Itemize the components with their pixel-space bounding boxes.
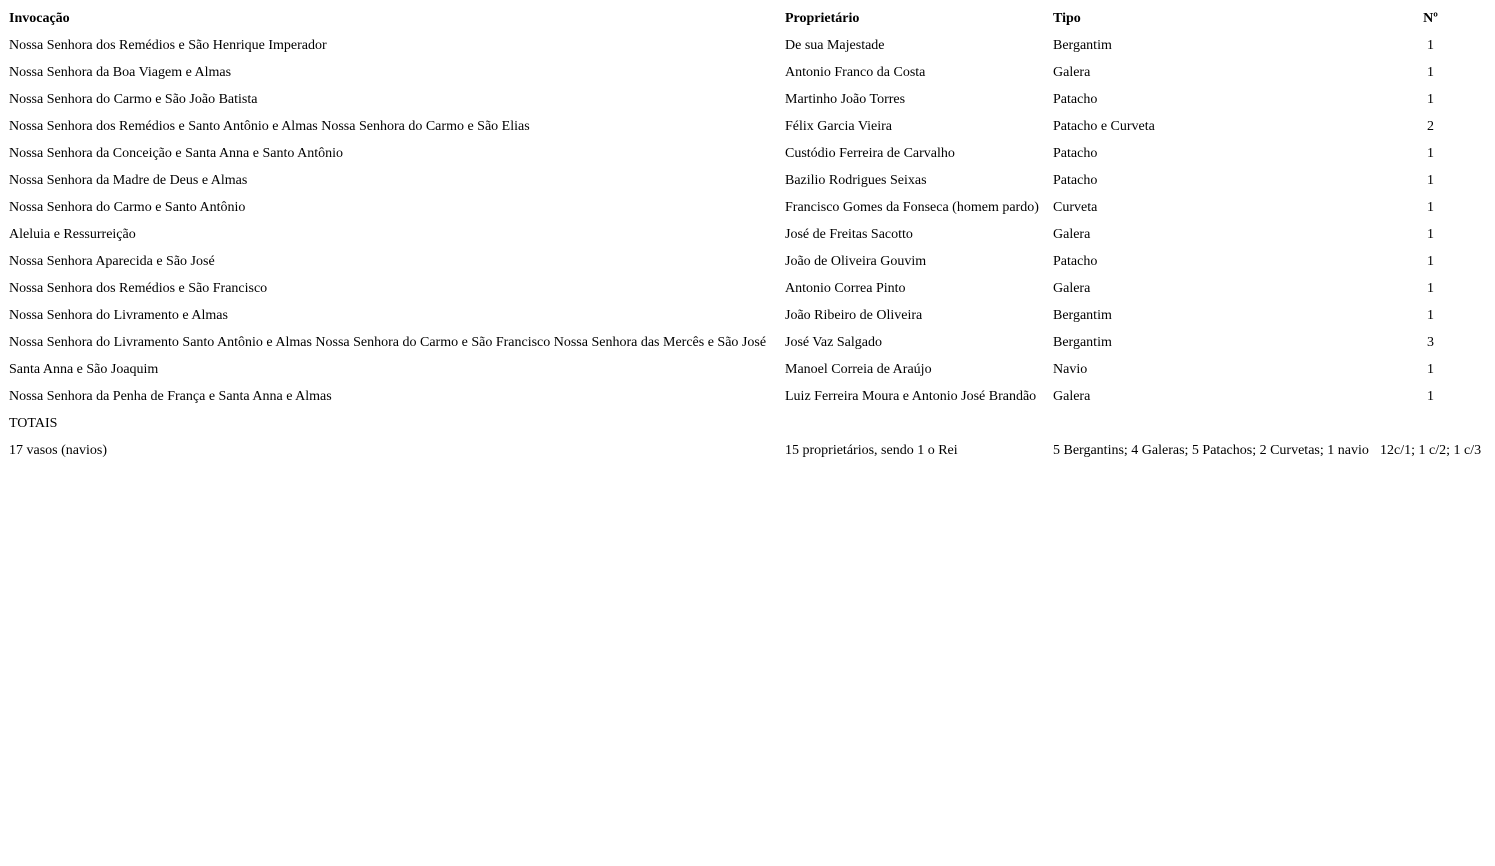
- cell-invocacao: Nossa Senhora da Conceição e Santa Anna e Santo Antônio: [9, 145, 343, 161]
- table-row: [8, 303, 1482, 328]
- table-footer: [8, 411, 1482, 463]
- cell-tipo: Patacho: [1053, 253, 1098, 269]
- cell-tipo: Patacho e Curveta: [1053, 118, 1155, 134]
- cell-invocacao: Nossa Senhora Aparecida e São José: [9, 253, 215, 269]
- cell-tipo: Patacho: [1053, 91, 1098, 107]
- table-header: [8, 6, 1482, 31]
- totals-invocacao: 17 vasos (navios): [9, 442, 107, 458]
- table-row: [8, 195, 1482, 220]
- cell-proprietario: De sua Majestade: [785, 37, 885, 53]
- cell-tipo: Patacho: [1053, 145, 1098, 161]
- header-tipo: Tipo: [1053, 10, 1081, 26]
- cell-invocacao: Nossa Senhora do Carmo e Santo Antônio: [9, 199, 246, 215]
- cell-tipo: Bergantim: [1053, 307, 1112, 323]
- cell-numero: 2: [1427, 118, 1435, 134]
- cell-numero: 1: [1427, 361, 1435, 377]
- table-row: [8, 60, 1482, 85]
- cell-proprietario: José de Freitas Sacotto: [785, 226, 913, 242]
- cell-invocacao: Nossa Senhora dos Remédios e São Henrique Imperador: [9, 37, 327, 53]
- cell-tipo: Patacho: [1053, 172, 1098, 188]
- cell-proprietario: Custódio Ferreira de Carvalho: [785, 145, 955, 161]
- totals-row: [8, 438, 1482, 463]
- cell-proprietario: Manoel Correia de Araújo: [785, 361, 932, 377]
- totals-numero: 12c/1; 1 c/2; 1 c/3: [1380, 442, 1482, 458]
- cell-invocacao: Nossa Senhora do Livramento e Almas: [9, 307, 228, 323]
- totals-label-empty-cell: [1052, 411, 1377, 436]
- table-row: [8, 141, 1482, 166]
- cell-tipo: Galera: [1053, 388, 1091, 404]
- cell-numero: 1: [1427, 388, 1435, 404]
- table-row: [8, 87, 1482, 112]
- cell-invocacao: Nossa Senhora da Madre de Deus e Almas: [9, 172, 248, 188]
- cell-invocacao: Nossa Senhora da Boa Viagem e Almas: [9, 64, 232, 80]
- cell-numero: 1: [1427, 307, 1435, 323]
- cell-numero: 1: [1427, 37, 1435, 53]
- cell-proprietario: Bazilio Rodrigues Seixas: [785, 172, 927, 188]
- totals-label-empty-cell: [784, 411, 1050, 436]
- vessels-table: [6, 4, 1484, 465]
- table-row: [8, 168, 1482, 193]
- totals-label: TOTAIS: [9, 415, 58, 431]
- cell-invocacao: Aleluia e Ressurreição: [9, 226, 136, 242]
- cell-numero: 1: [1427, 64, 1435, 80]
- table-row: [8, 33, 1482, 58]
- cell-numero: 1: [1427, 280, 1435, 296]
- cell-proprietario: João de Oliveira Gouvim: [785, 253, 927, 269]
- cell-proprietario: Francisco Gomes da Fonseca (homem pardo): [785, 199, 1039, 215]
- cell-numero: 3: [1427, 334, 1435, 350]
- cell-numero: 1: [1427, 145, 1435, 161]
- header-invocacao: Invocação: [9, 10, 70, 26]
- table-row: [8, 222, 1482, 247]
- cell-invocacao: Nossa Senhora do Carmo e São João Batista: [9, 91, 258, 107]
- cell-proprietario: Antonio Franco da Costa: [785, 64, 926, 80]
- cell-tipo: Curveta: [1053, 199, 1098, 215]
- cell-numero: 1: [1427, 172, 1435, 188]
- cell-invocacao: Nossa Senhora dos Remédios e São Francisco: [9, 280, 268, 296]
- cell-invocacao: Nossa Senhora da Penha de França e Santa Anna e Almas: [9, 388, 332, 404]
- cell-tipo: Galera: [1053, 64, 1091, 80]
- totals-label-row: [8, 411, 1482, 436]
- header-proprietario: Proprietário: [785, 10, 860, 26]
- totals-tipo: 5 Bergantins; 4 Galeras; 5 Patachos; 2 Curvetas; 1 navio: [1053, 442, 1369, 458]
- header-numero: Nº: [1423, 10, 1438, 26]
- table-row: [8, 114, 1482, 139]
- cell-proprietario: Martinho João Torres: [785, 91, 906, 107]
- cell-proprietario: Antonio Correa Pinto: [785, 280, 906, 296]
- cell-proprietario: Félix Garcia Vieira: [785, 118, 892, 134]
- table-row: [8, 384, 1482, 409]
- cell-proprietario: José Vaz Salgado: [785, 334, 882, 350]
- cell-tipo: Galera: [1053, 280, 1091, 296]
- header-row: [8, 6, 1482, 31]
- cell-tipo: Bergantim: [1053, 334, 1112, 350]
- table-row: [8, 249, 1482, 274]
- cell-invocacao: Nossa Senhora do Livramento Santo Antônio e Almas Nossa Senhora do Carmo e São Francisco Nossa Senhora das Mercês e São José: [9, 334, 767, 350]
- cell-numero: 1: [1427, 91, 1435, 107]
- totals-label-empty-cell: [1379, 411, 1482, 436]
- table-row: [8, 330, 1482, 355]
- cell-invocacao: Santa Anna e São Joaquim: [9, 361, 159, 377]
- cell-tipo: Galera: [1053, 226, 1091, 242]
- cell-proprietario: Luiz Ferreira Moura e Antonio José Brandão: [785, 388, 1037, 404]
- cell-proprietario: João Ribeiro de Oliveira: [785, 307, 923, 323]
- table-body: [8, 33, 1482, 409]
- cell-invocacao: Nossa Senhora dos Remédios e Santo Antônio e Almas Nossa Senhora do Carmo e São Elias: [9, 118, 530, 134]
- table-row: [8, 276, 1482, 301]
- table-row: [8, 357, 1482, 382]
- cell-numero: 1: [1427, 199, 1435, 215]
- cell-numero: 1: [1427, 226, 1435, 242]
- totals-proprietario: 15 proprietários, sendo 1 o Rei: [785, 442, 958, 458]
- cell-tipo: Navio: [1053, 361, 1088, 377]
- cell-numero: 1: [1427, 253, 1435, 269]
- cell-tipo: Bergantim: [1053, 37, 1112, 53]
